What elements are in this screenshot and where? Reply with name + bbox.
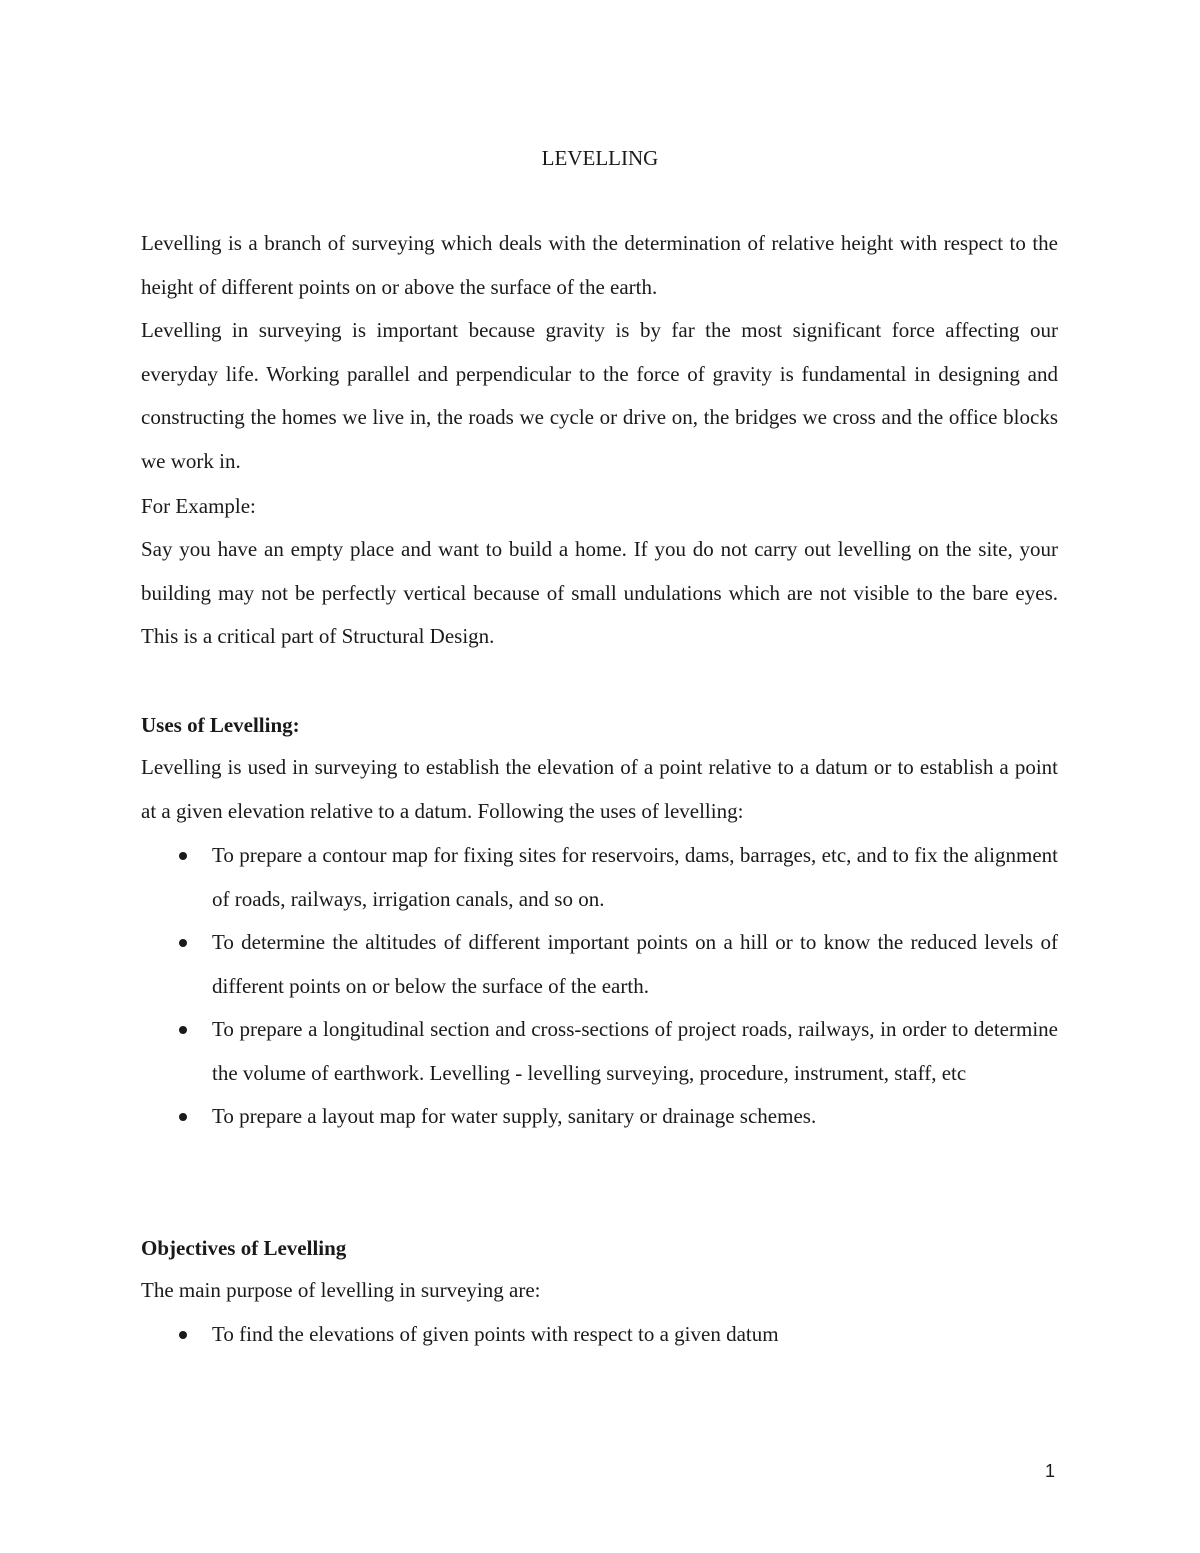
objectives-heading: Objectives of Levelling — [141, 1236, 347, 1260]
list-item — [141, 1008, 1058, 1095]
page-title: LEVELLING — [541, 146, 659, 170]
list-item — [141, 1313, 1058, 1357]
uses-heading: Uses of Levelling: — [141, 713, 300, 737]
list-item-text: To determine the altitudes of different important points on a hill or to know the reduced levels of different points on or below the surface of the earth. — [212, 930, 1058, 998]
bullet-icon — [179, 1026, 187, 1034]
list-item — [141, 1095, 1058, 1139]
page-number: 1 — [1045, 1461, 1056, 1481]
uses-paragraph: Levelling is used in surveying to establish the elevation of a point relative to a datum or to establish a point at a given elevation relative to a datum. Following the uses of levelling: — [141, 755, 1058, 823]
list-item — [141, 834, 1058, 921]
bullet-icon — [179, 1331, 187, 1339]
importance-paragraph: Levelling in surveying is important because gravity is by far the most significant force affecting our everyday life. Working parallel and perpendicular to the force of gravity is fundamental in designing and constructing the homes we live in, the roads we cycle or drive on, the bridges we cross and the office blocks we work in. — [141, 318, 1058, 473]
bullet-icon — [179, 852, 187, 860]
list-item — [141, 921, 1058, 1008]
bullet-icon — [179, 939, 187, 947]
objectives-list — [141, 1313, 1058, 1357]
list-item-text: To find the elevations of given points with respect to a given datum — [212, 1322, 779, 1346]
bullet-icon — [179, 1113, 187, 1121]
list-item-text: To prepare a layout map for water supply, sanitary or drainage schemes. — [212, 1104, 817, 1128]
uses-list — [141, 834, 1058, 1139]
list-item-text: To prepare a longitudinal section and cross-sections of project roads, railways, in order to determine the volume of earthwork. Levelling - levelling surveying, procedure, instrument, staff, etc — [212, 1017, 1058, 1085]
intro-paragraph: Levelling is a branch of surveying which deals with the determination of relative height with respect to the height of different points on or above the surface of the earth. — [141, 231, 1058, 299]
list-item-text: To prepare a contour map for fixing sites for reservoirs, dams, barrages, etc, and to fix the alignment of roads, railways, irrigation canals, and so on. — [212, 843, 1058, 911]
objectives-paragraph: The main purpose of levelling in surveying are: — [141, 1278, 541, 1302]
example-label: For Example: — [141, 494, 256, 518]
example-paragraph: Say you have an empty place and want to build a home. If you do not carry out levelling on the site, your building may not be perfectly vertical because of small undulations which are not visible to the bare eyes. This is a critical part of Structural Design. — [141, 537, 1058, 648]
